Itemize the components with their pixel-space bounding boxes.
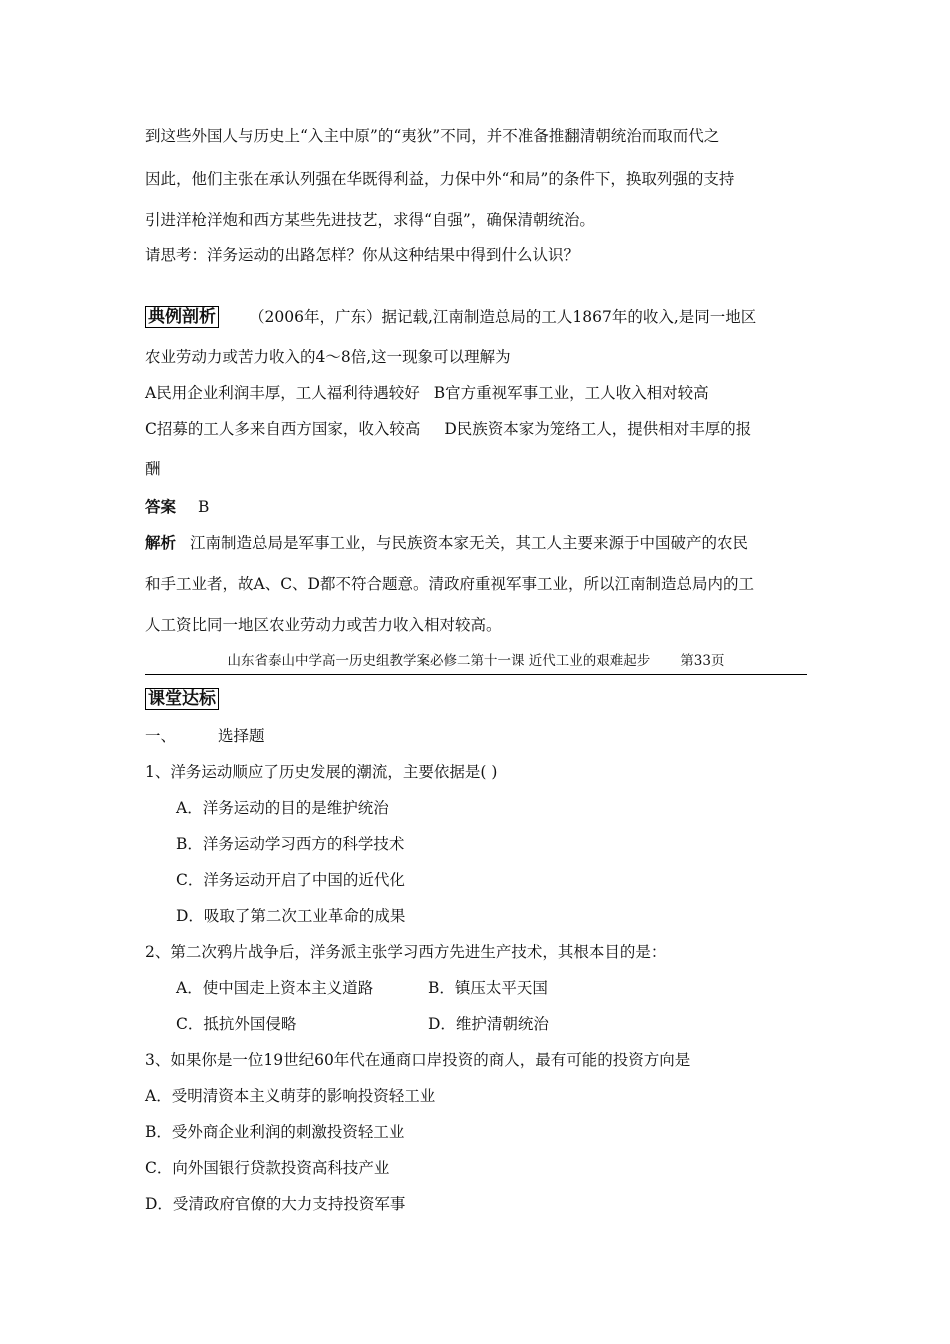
q3-option-b: B．受外商企业利润的刺激投资轻工业 <box>145 1123 405 1141</box>
intro-line-2: 因此，他们主张在承认列强在华既得利益，力保中外“和局”的条件下，换取列强的支持 <box>145 170 735 188</box>
answer-line <box>145 497 209 517</box>
q3-option-a: A．受明清资本主义萌芽的影响投资轻工业 <box>145 1087 436 1105</box>
analysis-label: 解析 <box>145 534 177 552</box>
intro-line-1: 到这些外国人与历史上“入主中原”的“夷狄”不同，并不准备推翻清朝统治而取而代之 <box>145 127 720 145</box>
section-title: 选择题 <box>218 727 265 745</box>
example-option-d-cont: 酬 <box>145 460 161 478</box>
q3-stem: 3、如果你是一位19世纪60年代在通商口岸投资的商人，最有可能的投资方向是 <box>145 1051 691 1069</box>
example-stem-text: （2006年，广东）据记载,江南制造总局的工人1867年的收入,是同一地区 <box>249 308 757 326</box>
q2-options-ab <box>176 978 548 998</box>
answer-label: 答案 <box>145 498 177 516</box>
example-option-c: C招募的工人多来自西方国家，收入较高 <box>145 420 421 438</box>
example-option-b: B官方重视军事工业，工人收入相对较高 <box>433 384 709 402</box>
q1-stem: 1、洋务运动顺应了历史发展的潮流，主要依据是( ) <box>145 763 498 781</box>
q1-option-c: C．洋务运动开启了中国的近代化 <box>176 871 405 889</box>
q3-option-d: D．受清政府官僚的大力支持投资军事 <box>145 1195 406 1213</box>
example-option-a: A民用企业利润丰厚，工人福利待遇较好 <box>145 384 420 402</box>
q2-options-cd <box>176 1014 549 1034</box>
page-footer <box>145 652 807 670</box>
footer-text: 山东省泰山中学高一历史组教学案必修二第十一课 近代工业的艰难起步 <box>227 653 651 669</box>
analysis-text-1: 江南制造总局是军事工业，与民族资本家无关，其工人主要来源于中国破产的农民 <box>190 534 749 552</box>
example-stem-line-2: 农业劳动力或苦力收入的4～8倍,这一现象可以理解为 <box>145 348 511 366</box>
example-heading: 典例剖析 <box>145 306 219 328</box>
q3-option-c: C．向外国银行贷款投资高科技产业 <box>145 1159 390 1177</box>
section-heading <box>145 726 265 746</box>
example-option-d: D民族资本家为笼络工人，提供相对丰厚的报 <box>444 420 752 438</box>
example-stem-line-1 <box>145 306 756 328</box>
q2-stem: 2、第二次鸦片战争后，洋务派主张学习西方先进生产技术，其根本目的是： <box>145 943 667 961</box>
practice-heading-line <box>145 688 219 710</box>
q2-option-d: D．维护清朝统治 <box>428 1015 549 1033</box>
analysis-line-1 <box>145 533 748 553</box>
intro-line-3: 引进洋枪洋炮和西方某些先进技艺，求得“自强”，确保清朝统治。 <box>145 211 595 229</box>
q1-option-d: D．吸取了第二次工业革命的成果 <box>176 907 406 925</box>
think-question: 请思考：洋务运动的出路怎样？你从这种结果中得到什么认识？ <box>145 246 580 264</box>
footer-page-number: 第33页 <box>680 653 725 669</box>
footer-divider <box>145 674 807 675</box>
section-number: 一、 <box>145 727 177 745</box>
q2-option-a: A．使中国走上资本主义道路 <box>176 979 374 997</box>
example-options-cd <box>145 419 751 439</box>
analysis-line-2: 和手工业者，故A、C、D都不符合题意。清政府重视军事工业，所以江南制造总局内的工 <box>145 575 754 593</box>
q1-option-a: A．洋务运动的目的是维护统治 <box>176 799 389 817</box>
answer-value: B <box>198 498 210 516</box>
example-options-ab <box>145 383 709 403</box>
q2-option-c: C．抵抗外国侵略 <box>176 1015 297 1033</box>
analysis-line-3: 人工资比同一地区农业劳动力或苦力收入相对较高。 <box>145 616 502 634</box>
q1-option-b: B．洋务运动学习西方的科学技术 <box>176 835 405 853</box>
q2-option-b: B．镇压太平天国 <box>428 979 548 997</box>
practice-heading: 课堂达标 <box>145 688 219 710</box>
